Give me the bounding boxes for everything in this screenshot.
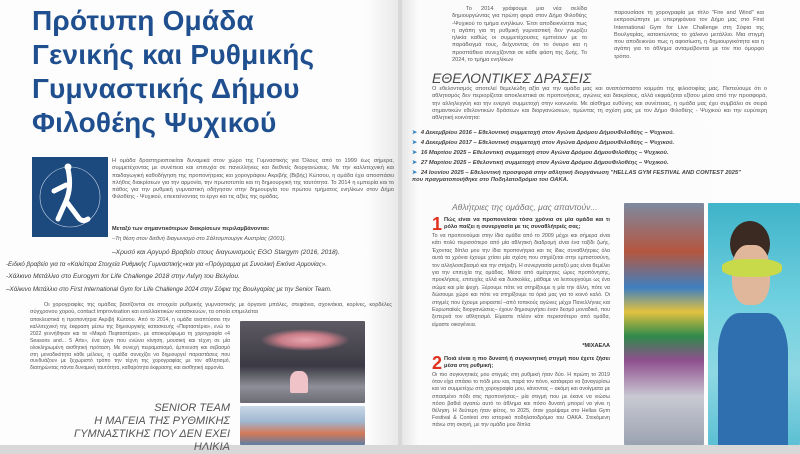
choreography-paragraph: Οι χορογραφίες της ομάδας βασίζονται σε στοιχεία ρυθμικής γυμναστικής με όργανα μπάλες, στεφάνια, σχοινάκια, κορίνες, κορδέλες σύγχρονου χορού, contact improvisation και εναλλακτικών κατασκευών, τα οποία επιμελείται	[30, 302, 392, 316]
title-line: Πρότυπη Ομάδα	[32, 5, 254, 36]
question-number: 1	[432, 214, 443, 234]
question-text: Πώς είναι να προπονείσαι τόσα χρόνια σε μία ομάδα και τι ρόλο παίζει η συνεργασία με τις συναθλήτριές σας;	[444, 217, 610, 231]
volunteer-list	[412, 130, 752, 184]
heading-line: Η ΜΑΓΕΙΑ ΤΗΣ ΡΥΘΜΙΚΗΣ	[94, 415, 230, 427]
volunteer-item	[412, 160, 752, 167]
ribbon-photo	[624, 203, 704, 445]
intro-paragraph: Η ομάδα δραστηριοποιείται δυναμικά στον χώρο της Γυμναστικής για Όλους από το 1999 έως σήμερα, συμμετέχοντας με συνέπεια και επιτυχία σε πανελλήνιες και διεθνείς διοργανώσεις. Με την καλλιτεχνική και παιδαγωγική καθοδήγηση της προπονήτριας και χορογράφου Ακριβής (Βιβής) Κώτσου, η ομάδα έχει αποσπάσει πλήθος διακρίσεων για την αρμονία, την πρωτοτυπία και τη δημιουργική της ταυτότητα. Το 2014 η εμπειρία και το πάθος για την ρυθμική γυμναστική οδήγησαν στην δημιουργία του πρώτου τμήματος ενηλίκων στον Δήμο Φιλοθέης - Ψυχικού, επεκτείνοντας το έργο και τις αξίες της ομάδας.	[112, 158, 394, 201]
arrow-icon: ➤	[412, 159, 417, 166]
item-text: 4 Δεκεμβρίου 2016 – Εθελοντική συμμετοχή στον Αγώνα Δρόμου ΔήμουΦιλοθέης – Ψυχικού.	[420, 130, 675, 136]
club-logo	[32, 157, 108, 237]
item-text: 4 Δεκεμβρίου 2017 – Εθελοντική συμμετοχή στον Αγώνα Δρόμου ΔήμουΦιλοθέης – Ψυχικού.	[420, 139, 675, 146]
right-page	[402, 0, 800, 445]
page-title	[32, 4, 314, 140]
item-text: 24 Ιουνίου 2025 – Εθελοντική προσφορά στην αθλητική διοργάνωση "HELLAS GYM FESTIVAL AND CONTEST 2025" που πραγματοποιήθηκε στο Ποδηλατοδρόμιο του ΟΑΚΑ.	[412, 169, 741, 184]
award-item: –Χρυσό και Αργυρό Βραβείο στους διαγωνισμούς EGO Stargym (2016, 2018).	[112, 249, 340, 256]
answer-1: Το να προπονούμαι στην ίδια ομάδα από το 2009 μέχρι και σήμερα είναι κάτι πολύ περισσότερο από μία αθλητική διαδρομή είναι ένα ταξίδι ζωής. Έχοντας δίπλα μου την ίδια προπονήτρια και τις ίδιες συναθλήτριες όλα αυτά τα χρόνια έχουμε χτίσει μία σχέση που στηρίζεται στην εμπιστοσύνη, τον αλληλοσεβασμό και την στήριξη. Η συνεργασία μεταξύ μας είναι θεμέλιο για την επιτυχία της ομάδας. Μέσα από αμέτρητες ώρες προπόνησης, προκλήσεις, επιτυχίες αλλά και δυσκολίες, μάθαμε να λειτουργούμε ως ένα σώμα και μία ψυχή. Ξέρουμε πότε να στηρίξουμε η μία την άλλη, πότε να δώσουμε χώρο και πότε να στηρίξουμε τα όριά μας για το κοινό καλό. Οι στιγμές που έχουμε μοιραστεί –από τοπικούς αγώνες μέχρι Πανελλήνιες και Ευρωπαϊκές διοργανώσεις– έχουν δημιουργήσει έναν δεσμό μοναδικό, που ξεπερνά τον αθλητισμό. Είμαστε πλέον κάτι περισσότερο από ομάδα, είμαστε οικογένεια.	[432, 233, 610, 328]
title-line: Φιλοθέης Ψυχικού	[32, 107, 277, 138]
gymnast-portrait-photo	[708, 203, 800, 445]
volunteer-item	[412, 140, 752, 147]
question-1	[432, 214, 610, 234]
question-2	[432, 353, 610, 373]
volunteer-item	[412, 170, 752, 185]
award-item: –Χάλκινο Μετάλλιο στο First International Gym for Life Challenge 2024 στην Σόφια της Βουλγαρίας με την Senior Team.	[6, 286, 332, 293]
heading-line: SENIOR TEAM	[154, 402, 230, 414]
volunteer-paragraph: Ο εθελοντισμός αποτελεί θεμελιώδη αξία για την ομάδα μας και αναπόσπαστο κομμάτι της φιλοσοφίας μας. Πιστεύουμε ότι ο αθλητισμός δεν περιορίζεται αποκλειστικά σε προπονήσεις, αγώνες και διακρίσεις, αλλά εκφράζεται εξίσου μέσα από την προσφορά, την αλληλεγγύη και την ενεργό συμμετοχή στην κοινωνία. Με αίσθημα ευθύνης και συνέπειας, η ομάδα μας έχει συμβάλει σε σειρά σημαντικών εθελοντικών δράσεων και διοργανώσεων, τιμώντας τη σχέση μας με τον Δήμο Φιλοθέης - Ψυχικού και την ευρύτερη αθλητική κοινότητα:	[432, 86, 767, 122]
volunteer-heading: ΕΘΕΛΟΝΤΙΚΕΣ ΔΡΑΣΕΙΣ	[432, 70, 592, 86]
item-text: 27 Μαρτίου 2025 – Εθελοντική συμμετοχή στον Αγώνα Δρόμου ΔήμουΦιλοθέης – Ψυχικού.	[420, 159, 669, 166]
athletes-heading: Αθλήτριες της ομάδας, μας απαντούν...	[452, 202, 598, 212]
title-line: Γυμναστικής Δήμου	[32, 73, 300, 104]
gymnast-logo-icon	[32, 157, 108, 237]
arrow-icon: ➤	[412, 139, 417, 146]
question-text: Ποιά είναι η πιο δυνατή ή συγκινητική στιγμή που έχετε ζήσει μέσα στη ρυθμική;	[444, 356, 610, 370]
item-text: 16 Μαρτίου 2025 – Εθελοντική συμμετοχή στον Αγώνα Δρόμου ΔήμουΦιλοθέης – Ψυχικού.	[420, 149, 669, 156]
arrow-icon: ➤	[412, 130, 417, 136]
performance-photo	[240, 321, 365, 403]
volunteer-item	[412, 150, 752, 157]
award-item: -Ειδικό βραβείο για τα «Καλύτερα Στοιχεία Ρυθμικής Γυμναστικής»και για «Πρόγραμμα με Συνολική Εικόνα Αρμονίας».	[6, 261, 327, 268]
question-number: 2	[432, 353, 443, 373]
left-page	[0, 0, 398, 453]
senior-team-heading	[40, 402, 230, 454]
arrow-icon: ➤	[412, 149, 417, 156]
senior-paragraph: Το 2014 γράφουμε μια νέα σελίδα δημιουργώντας για πρώτη φορά στον Δήμο Φιλοθέης -Ψυχικού το τμήμα ενηλίκων. Έτσι αποδεικνύεται πως η αγάπη για τη ρυθμική γυμναστική δεν γνωρίζει ηλικία καθώς οι συμμετέχουσες εμπνέουν με το παράδειγμά τους, δείχνοντας ότι το όνειρο και η προσπάθεια συνεχίζονται σε κάθε φάση της ζωής. Το 2024, το τμήμα ενηλίκων	[452, 6, 587, 64]
heading-line: ΓΥΜΝΑΣΤΙΚΗΣ ΠΟΥ ΔΕΝ ΕΧΕΙ ΗΛΙΚΙΑ	[73, 428, 230, 453]
senior-paragraph-cont: παρουσίασε τη χορογραφία με τίτλο "Fire and Wind" και εκπροσώπησε με υπερηφάνεια τον Δήμο μας στο First International Gym for Live Challenge στη Σόφια της Βουλγαρίας, κατακτώντας το χάλκινο μετάλλιο. Μια στιγμή που αποδεικνύει πως η αφοσίωση, η δημιουργικότητα και η αγάπη για το άθλημα ανταμείβονται με τον πιο όμορφο τρόπο.	[614, 10, 764, 60]
volunteer-item	[412, 130, 752, 137]
arrow-icon: ➤	[412, 169, 417, 176]
awards-heading: Μεταξύ των σημαντικότερων διακρίσεων περιλαμβάνονται:	[112, 226, 270, 232]
team-photo	[240, 406, 365, 445]
award-item: -Χάλκινο Μετάλλιο στο Eurogym for Life Challenge 2018 στην Λιέγη του Βελγίου.	[6, 273, 240, 280]
title-line: Γενικής και Ρυθμικής	[32, 39, 315, 70]
answer-2: Οι πιο συγκινητικές μου στιγμές στη ρυθμική ήταν δύο. Η πρώτη το 2019 όταν είχα σπάσει το πόδι μου και, παρά τον πόνο, κατάφερα να ξαναγυρίσω και να συμμετέχω στη χορογραφία μου, κάνοντας – ακόμη και ανοίγματα με σπασμένο πόδι στις προπονήσεις– μία στιγμή που με έκανε να νιώσω πόσο βαθιά αγαπώ αυτό το άθλημα και πόσο δυνατή μπορεί να γίνει η θέληση. Η δεύτερη ήταν φέτος, το 2025, όταν χορέψαμε στο Hellas Gym Festival & Contest στο ιστορικό ποδηλατοδρόμιο του ΟΑΚΑ. Στεκόμενη πάνω στη σκηνή, με την ομάδα μου δίπλα	[432, 372, 610, 429]
award-item: –Τη θέση στον διεθνή διαγωνισμό στο Σάλτσμπουργκ Αυστρίας (2001).	[112, 236, 286, 242]
answer-signature: *ΜΙΧΑΕΛΑ	[582, 343, 610, 349]
choreography-paragraph-cont: αποκλειστικά η προπονήτρια Ακριβή Κώτσου. Από το 2014, η ομάδα αναπτύσσει την καλλιτεχνική της έκφραση μέσω της δημιουργικής κατασκευής «Πεφταστέρια», ενώ το 2022 γεννήθηκαν και τα «Μικρά Πεφταστέρια», με αποκορύφωμα τη χορογραφία «4 Seasons and... 5 Arts», ένα έργο που ενώνει κίνηση, μουσική και τέχνη σε μία ολοκληρωμένη αισθητική πρόταση. Με συνεχή πειραματισμό, έμπνευση και σεβασμό στη μοναδικότητα κάθε μέλους, η ομάδα συνεχίζει να δημιουργεί παραστάσεις που συνδυάζουν με ξεχωριστό τρόπο την τέχνη της χορογραφίας με τον αθλητισμό, διατηρώντας πάντα δυναμική ταυτότητα, καθαρότητα έκφρασης και αισθητική αρμονία.	[30, 317, 230, 372]
